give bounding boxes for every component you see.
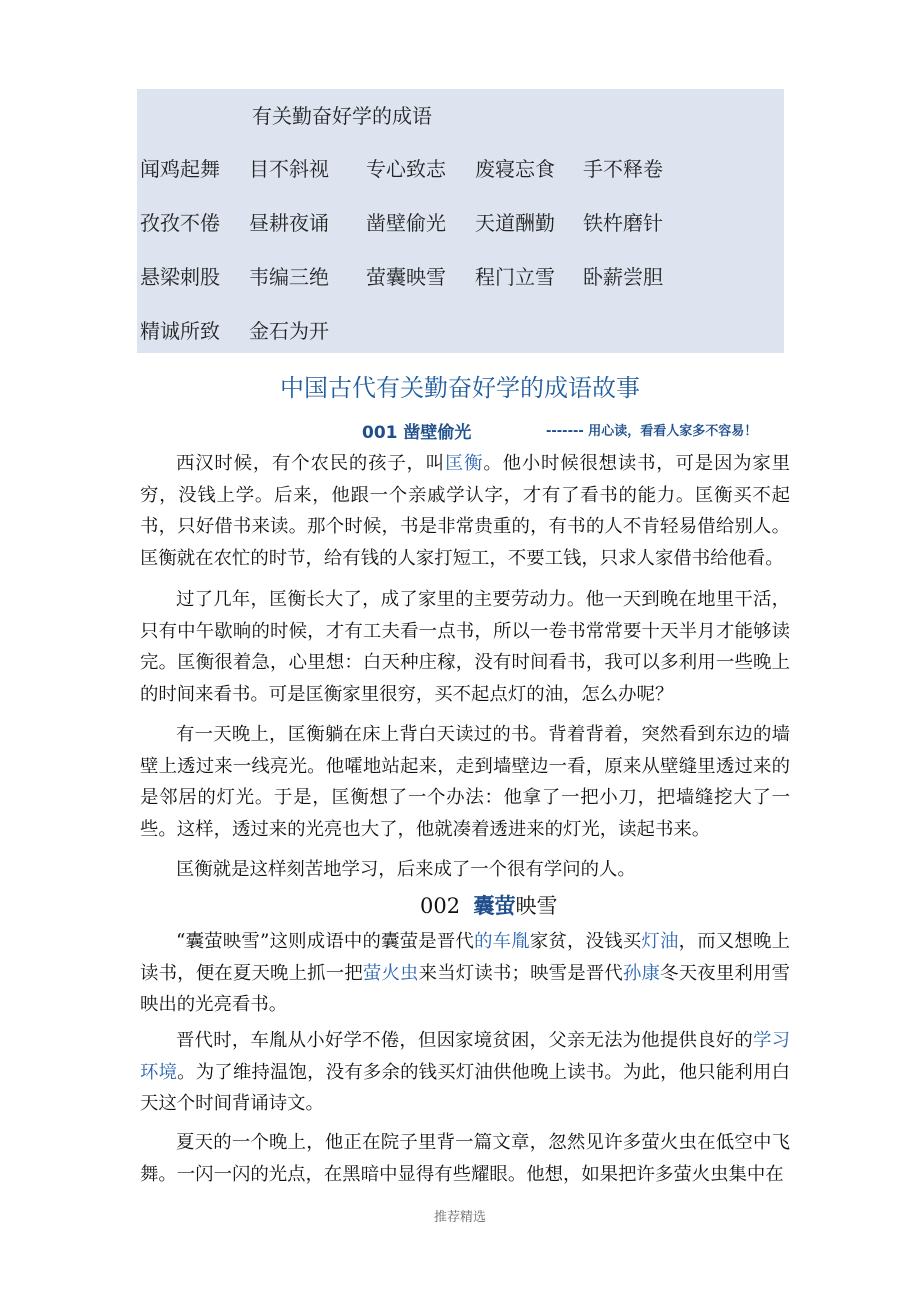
text: 。他小时候很想读书，可是因为家里穷，没钱上学。后来，他跟一个亲戚学认字，才有了看书的能力。匡衡买不起书，只好借书来读。那个时候，书是非常贵重的，有书的人不肯轻易借给别人。匡衡就在农忙的时节，给有钱的人家打短工，不要工钱，只求人家借书给他看。	[140, 453, 790, 569]
idiom: 昼耕夜诵	[249, 211, 329, 235]
idiom: 天道酬勤	[475, 211, 555, 235]
link-kuang-heng[interactable]: 匡衡	[444, 453, 484, 474]
idiom: 程门立雪	[475, 265, 555, 289]
idiom: 韦编三绝	[249, 265, 329, 289]
idiom: 卧薪尝胆	[583, 265, 663, 289]
paragraph: 有一天晚上，匡衡躺在床上背白天读过的书。背着背着，突然看到东边的墙壁上透过来一线亮光。他嚯地站起来，走到墙壁边一看，原来从壁缝里透过来的是邻居的灯光。于是，匡衡想了一个办法：他拿了一把小刀，把墙缝挖大了一些。这样，透过来的光亮也大了，他就凑着透进来的灯光，读起书来。	[140, 724, 790, 840]
paragraph	[140, 1025, 790, 1120]
idiom: 凿壁偷光	[366, 211, 446, 235]
idiom: 闻鸡起舞	[140, 157, 220, 181]
link-firefly[interactable]: 萤火虫	[362, 962, 419, 984]
paragraph: 过了几年，匡衡长大了，成了家里的主要劳动力。他一天到晚在地里干活，只有中午歇晌的时候，才有工夫看一点书，所以一卷书常常要十天半月才能够读完。匡衡很着急，心里想：白天种庄稼，没有时间看书，我可以多利用一些晚上的时间来看书。可是匡衡家里很穷，买不起点灯的油，怎么办呢？	[140, 589, 790, 705]
section-number: 002	[420, 894, 461, 918]
text: 。为了维持温饱，没有多余的钱买灯油供他晚上读书。为此，他只能利用白天这个时间背诵诗文。	[140, 1061, 790, 1115]
idiom: 悬梁刺股	[140, 265, 220, 289]
idiom: 萤囊映雪	[366, 265, 446, 289]
idiom: 废寝忘食	[475, 157, 555, 181]
idiom: 手不释卷	[583, 157, 663, 181]
idiom: 精诚所致	[140, 319, 220, 343]
idiom-box-title: 有关勤奋好学的成语	[252, 104, 432, 128]
link-sun-kang[interactable]: 孙康	[622, 962, 661, 984]
text: 西汉时候，有个农民的孩子，叫	[176, 453, 445, 474]
heading-rest: 映雪	[515, 894, 558, 918]
section-1-note: ------- 用心读，看看人家多不容易！	[546, 424, 758, 439]
text: ，而又想晚上读书，便在夏天晚上抓一把	[140, 931, 790, 984]
paragraph	[140, 448, 790, 574]
idiom: 专心致志	[366, 157, 446, 181]
paragraph: 匡衡就是这样刻苦地学习，后来成了一个很有学问的人。	[176, 859, 636, 880]
link-lamp-oil[interactable]: 灯油	[641, 931, 679, 952]
text: 家贫，没钱买	[529, 931, 642, 952]
text: “囊萤映雪”这则成语中的囊萤是晋代	[176, 931, 475, 952]
section-1-heading: 001 凿壁偷光	[362, 423, 472, 443]
page-title: 中国古代有关勤奋好学的成语故事	[280, 374, 640, 402]
idiom: 金石为开	[249, 319, 329, 343]
text: 来当灯读书；映雪是晋代	[418, 962, 623, 984]
idiom-list-box	[137, 89, 784, 353]
link-learning-environment[interactable]: 学习环境	[140, 1030, 790, 1083]
text: 冬天夜里利用雪映出的光亮看书。	[140, 962, 790, 1016]
page-footer: 推荐精选	[433, 1210, 486, 1225]
paragraph: 夏天的一个晚上，他正在院子里背一篇文章，忽然见许多萤火虫在低空中飞舞。一闪一闪的光点，在黑暗中显得有些耀眼。他想，如果把许多萤火虫集中在	[140, 1132, 790, 1185]
heading-highlight: 囊萤	[473, 893, 516, 918]
idiom: 目不斜视	[249, 157, 329, 181]
text: 晋代时，车胤从小好学不倦，但因家境贫困，父亲无法为他提供良好的	[176, 1030, 753, 1051]
section-2-heading	[420, 890, 557, 920]
link-che-yin[interactable]: 的车胤	[474, 931, 530, 952]
idiom: 孜孜不倦	[140, 211, 220, 235]
paragraph	[140, 926, 790, 1021]
idiom: 铁杵磨针	[583, 211, 663, 235]
